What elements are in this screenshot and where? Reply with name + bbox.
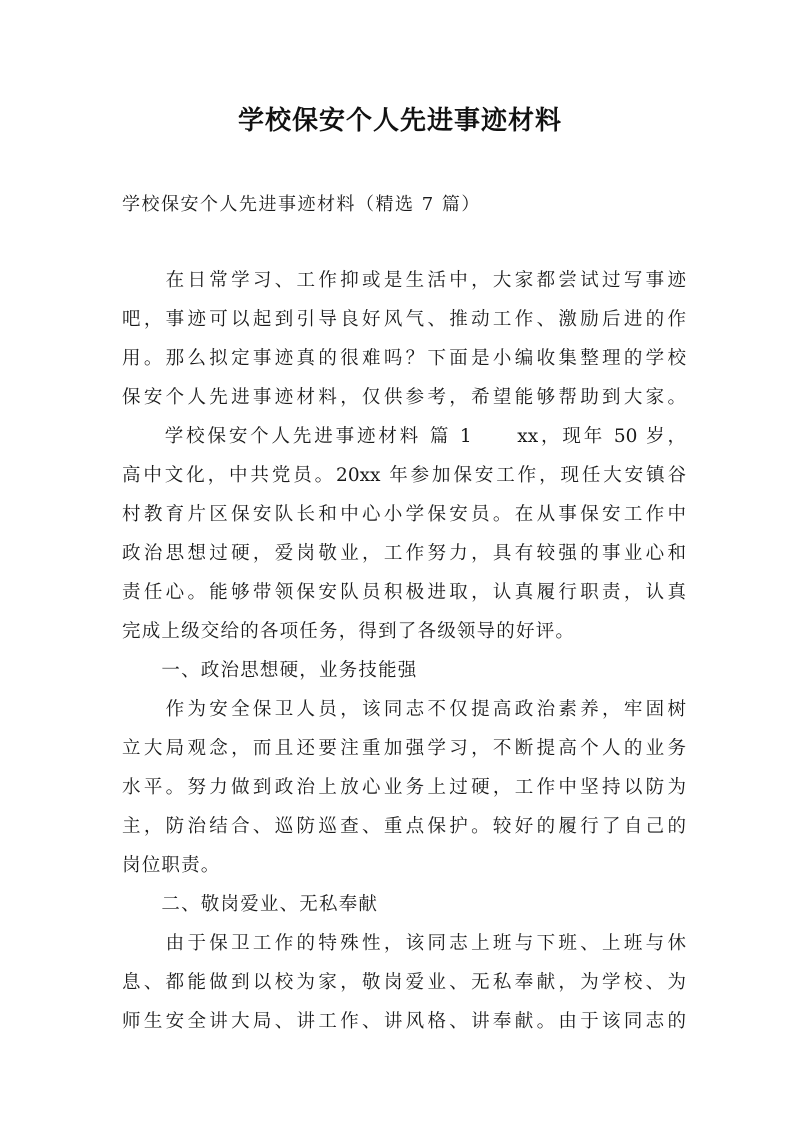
paragraph-line: 责任心。能够带领保安队员积极进取，认真履行职责，认真 [122,582,686,603]
document-title: 学校保安个人先进事迹材料 [237,106,562,136]
paragraph-line: 岗位职责。 [122,855,221,876]
paragraph-line: 村教育片区保安队长和中心小学保安员。在从事保安工作中 [122,504,686,525]
paragraph-line: 作为安全保卫人员，该同志不仅提高政治素养，牢固树 [122,699,686,720]
paragraph-line: 保安个人先进事迹材料，仅供参考，希望能够帮助到大家。 [122,387,686,408]
section-heading: 二、敬岗爱业、无私奉献 [122,894,379,915]
paragraph-line: 政治思想过硬，爱岗敬业，工作努力，具有较强的事业心和 [122,543,686,564]
paragraph-line: 息、都能做到以校为家，敬岗爱业、无私奉献，为学校、为 [122,972,686,993]
paragraph-line: 吧，事迹可以起到引导良好风气、推动工作、激励后进的作 [122,309,686,330]
paragraph-line: 师生安全讲大局、讲工作、讲风格、讲奉献。由于该同志的 [122,1011,686,1032]
document-subtitle: 学校保安个人先进事迹材料（精选 7 篇） [122,194,481,215]
paragraph-line: 完成上级交给的各项任务，得到了各级领导的好评。 [122,621,576,642]
paragraph-line: 在日常学习、工作抑或是生活中，大家都尝试过写事迹 [122,270,686,291]
section-heading: 一、政治思想硬，业务技能强 [122,660,418,681]
paragraph-line: 学校保安个人先进事迹材料 篇 1 xx，现年 50 岁， [122,426,686,447]
paragraph-line: 主，防治结合、巡防巡查、重点保护。较好的履行了自己的 [122,816,686,837]
paragraph-line: 高中文化，中共党员。20xx 年参加保安工作，现任大安镇谷 [122,465,686,486]
paragraph-line: 立大局观念，而且还要注重加强学习，不断提高个人的业务 [122,738,686,759]
paragraph-line: 水平。努力做到政治上放心业务上过硬，工作中坚持以防为 [122,777,686,798]
paragraph-line: 由于保卫工作的特殊性，该同志上班与下班、上班与休 [122,933,686,954]
paragraph-line: 用。那么拟定事迹真的很难吗？下面是小编收集整理的学校 [122,348,686,369]
